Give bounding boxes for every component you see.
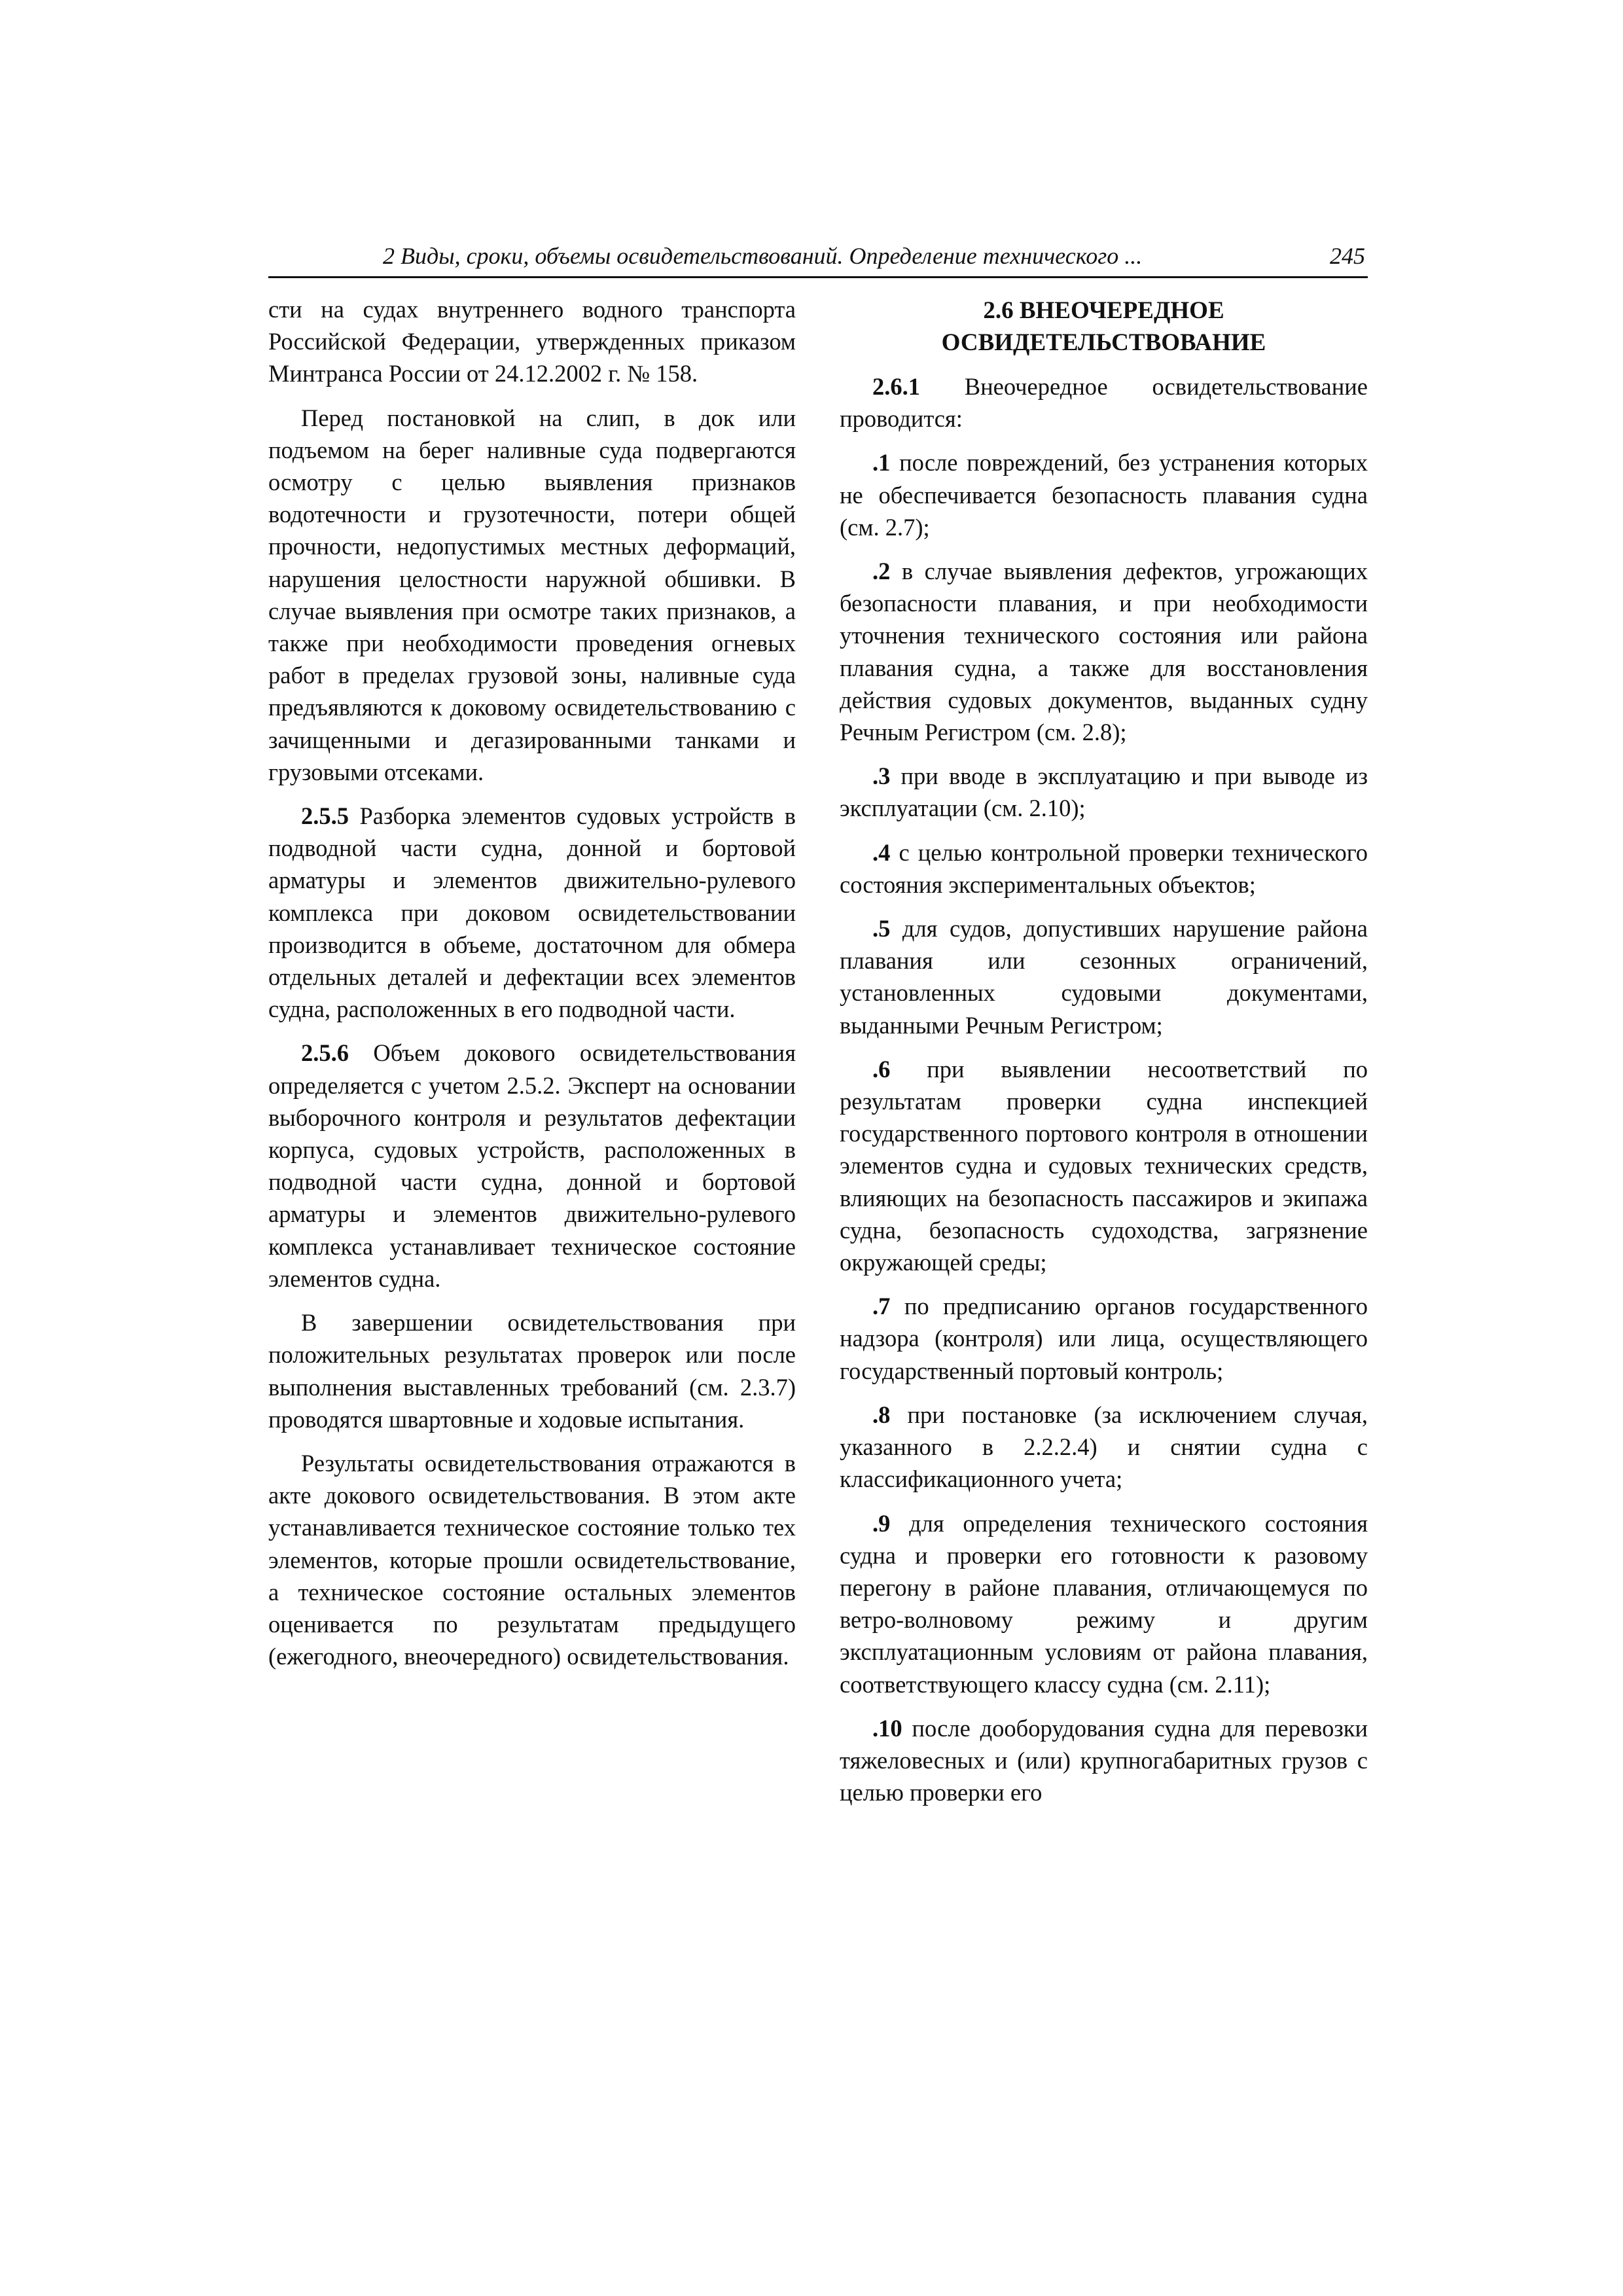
running-title: 2 Виды, сроки, объемы освидетельствований. Определение технического ... — [383, 243, 1143, 269]
list-item — [840, 836, 1368, 901]
item-number: .7 — [872, 1293, 891, 1320]
clause-text: Внеочередное освидетельствование проводится: — [840, 373, 1368, 433]
item-text: после дооборудования судна для перевозки тяжеловесных и (или) крупногабаритных грузов с целью проверки его — [840, 1714, 1368, 1806]
paragraph — [268, 1306, 796, 1435]
item-number: .5 — [872, 915, 891, 942]
list-item — [840, 912, 1368, 1041]
item-number: .3 — [872, 762, 891, 790]
list-item — [840, 446, 1368, 543]
left-column — [268, 293, 796, 1684]
section-title — [840, 295, 1368, 359]
item-text: в случае выявления дефектов, угрожающих безопасности плавания, и при необходимости уточнения технического состояния или района плавания судна, а также для восстановления действия судовых документов, выданных судну Речным Регистром (см. 2.8); — [840, 558, 1368, 746]
item-text: с целью контрольной проверки технического состояния экспериментальных объектов; — [840, 838, 1368, 898]
running-header — [268, 237, 1368, 278]
right-column — [840, 293, 1368, 1820]
clause-2-5-5 — [268, 800, 796, 1025]
item-number: .4 — [872, 838, 891, 866]
clause-2-5-6 — [268, 1037, 796, 1295]
section-title-line: ОСВИДЕТЕЛЬСТВОВАНИЕ — [941, 329, 1266, 356]
clause-number: 2.5.6 — [301, 1039, 349, 1067]
clause-text: Объем докового освидетельствования определяется с учетом 2.5.2. Эксперт на основании выборочного контроля и результатов дефектации корпуса, судовых устройств, расположенных в подводной части судна, донной и бортовой арматуры и элементов движительно-рулевого комплекса устанавливает техническое состояние элементов судна. — [268, 1039, 796, 1292]
list-item — [840, 1399, 1368, 1496]
paragraph-text: Перед постановкой на слип, в док или подъемом на берег наливные суда подвергаются осмотру с целью выявления признаков водотечности и грузотечности, потери общей прочности, недопустимых местных деформаций, нарушения целостности наружной обшивки. В случае выявления при осмотре таких признаков, а также при необходимости проведения огневых работ в пределах грузовой зоны, наливные суда предъявляются к доковому освидетельствованию с зачищенными и дегазированными танками и грузовыми отсеками. — [268, 404, 796, 785]
item-text: при постановке (за исключением случая, указанного в 2.2.2.4) и снятии судна с классификационного учета; — [840, 1401, 1368, 1493]
item-number: .8 — [872, 1401, 891, 1428]
clause-number: 2.5.5 — [301, 802, 349, 830]
paragraph-text: сти на судах внутреннего водного транспорта Российской Федерации, утвержденных приказом Минтранса России от 24.12.2002 г. № 158. — [268, 296, 796, 387]
item-text: по предписанию органов государственного надзора (контроля) или лица, осуществляющего государственный портовый контроль; — [840, 1293, 1368, 1384]
list-item — [840, 555, 1368, 748]
item-text: при выявлении несоответствий по результатам проверки судна инспекцией государственного портового контроля в отношении элементов судна и судовых технических средств, влияющих на безопасность пассажиров и экипажа судна, безопасность судоходства, загрязнение окружающей среды; — [840, 1055, 1368, 1276]
clause-text: Разборка элементов судовых устройств в подводной части судна, донной и бортовой арматуры и элементов движительно-рулевого комплекса при доковом освидетельствовании производится в объеме, достаточном для обмера отдельных деталей и дефектации всех элементов судна, расположенных в его подводной части. — [268, 802, 796, 1023]
page-number: 245 — [1330, 243, 1365, 269]
item-number: .6 — [872, 1055, 891, 1083]
list-item — [840, 1507, 1368, 1700]
item-number: .9 — [872, 1509, 891, 1537]
item-number: .10 — [872, 1714, 902, 1742]
list-item — [840, 1712, 1368, 1809]
list-item — [840, 1290, 1368, 1387]
item-text: для судов, допустивших нарушение района плавания или сезонных ограничений, установленных судовыми документами, выданными Речным Регистром; — [840, 915, 1368, 1039]
item-number: .1 — [872, 449, 891, 476]
item-number: .2 — [872, 558, 891, 585]
list-item — [840, 760, 1368, 824]
paragraph-text: Результаты освидетельствования отражаются в акте докового освидетельствования. В этом акте устанавливается техническое состояние только тех элементов, которые прошли освидетельствование, а техническое состояние остальных элементов оценивается по результатам предыдущего (ежегодного, внеочередного) освидетельствования. — [268, 1449, 796, 1670]
list-item — [840, 1053, 1368, 1278]
item-text: при вводе в эксплуатацию и при выводе из эксплуатации (см. 2.10); — [840, 762, 1368, 822]
item-text: для определения технического состояния судна и проверки его готовности к разовому перегону в районе плавания, отличающемуся по ветро-волновому режиму и другим эксплуатационным условиям от района плавания, соответствующего классу судна (см. 2.11); — [840, 1509, 1368, 1698]
item-text: после повреждений, без устранения которых не обеспечивается безопасность плавания судна (см. 2.7); — [840, 449, 1368, 541]
paragraph-text: В завершении освидетельствования при положительных результатах проверок или после выполнения выставленных требований (см. 2.3.7) проводятся швартовные и ходовые испытания. — [268, 1309, 796, 1433]
paragraph — [268, 293, 796, 390]
clause-number: 2.6.1 — [872, 373, 920, 400]
paragraph — [268, 1447, 796, 1672]
section-title-line: 2.6 ВНЕОЧЕРЕДНОЕ — [983, 297, 1224, 324]
paragraph — [268, 402, 796, 788]
clause-2-6-1 — [840, 370, 1368, 435]
